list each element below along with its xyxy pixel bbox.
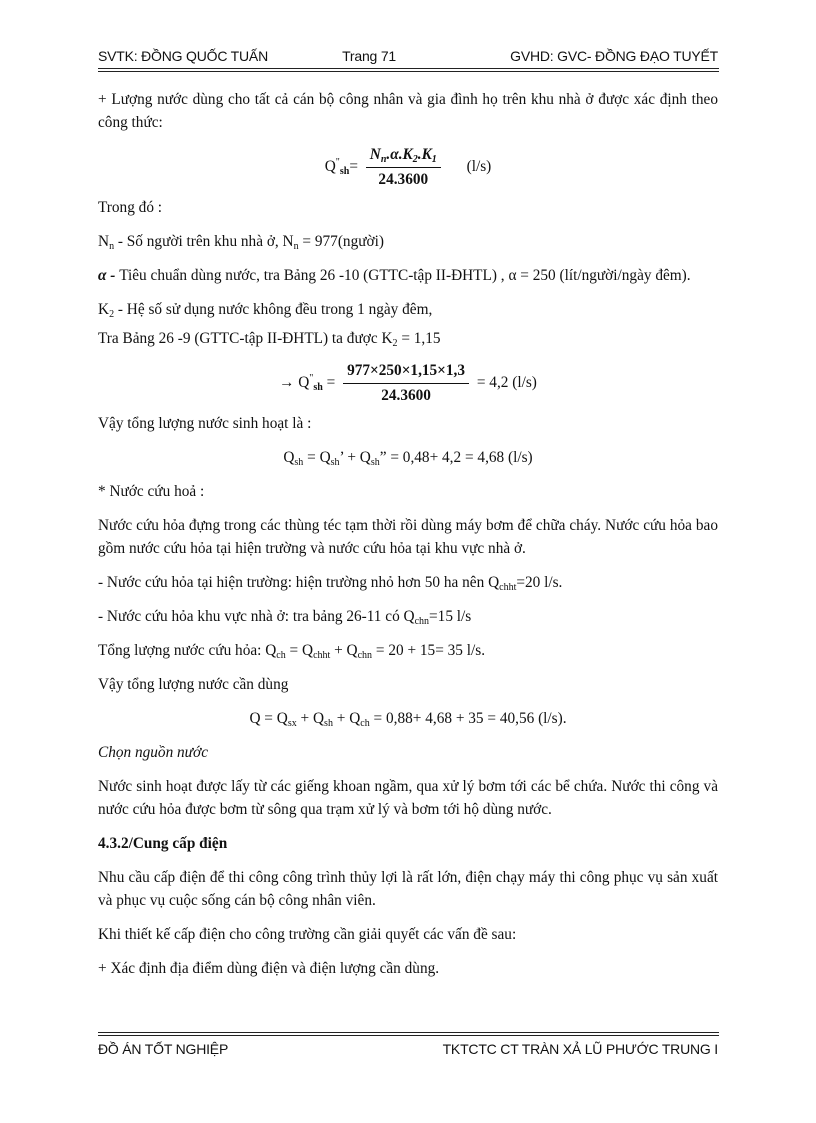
fire-water-total: Tổng lượng nước cứu hỏa: $Q_{ch} = Q_{chht} + Q_{chn} = 20 + 15= 35$ l/s. [98,642,486,661]
paragraph-intro: + Lượng nước dùng cho tất cả cán bộ công nhân và gia đình họ trên khu nhà ở được xác định theo công thức: [98,91,718,131]
water-source-heading: Chọn nguồn nước [98,744,208,761]
where-label: Trong đó : [98,199,163,216]
total-domestic-label: Vậy tổng lượng nước sinh hoạt là : [98,415,312,432]
power-paragraph-1: Nhu cầu cấp điện để thi công công trình thủy lợi là rất lớn, điện chạy máy thi công phục vụ sản xuất và phục vụ cuộc sống cán bộ công nhân viên. [98,869,718,909]
footer-rule [98,1032,719,1036]
water-source-paragraph: Nước sinh hoạt được lấy từ các giếng khoan ngầm, qua xử lý bơm tới các bể chứa. Nước thi công và nước cứu hỏa được bơm từ sông qua trạm xử lý và bơm tới hộ dùng nước. [98,778,718,818]
formula-2: → $Q^"_{sh}$ = $\frac{977\times 250\times 1,15\times 1,3}{24.3600}$ = 4,2 (l/s) [279,362,537,404]
total-water-label: Vậy tổng lượng nước cần dùng [98,676,289,693]
page-body [98,88,718,991]
power-paragraph-2: Khi thiết kế cấp điện cho công trường cần giải quyết các vấn đề sau: [98,926,517,943]
header-page-number: Trang 71 [342,48,397,64]
formula-1-fraction: $\frac{N_n.\alpha.K_2.K_1}{24.3600}$ [366,145,441,190]
footer-project: TKTCTC CT TRÀN XẢ LŨ PHƯỚC TRUNG I [442,1041,718,1057]
fire-water-paragraph: Nước cứu hỏa đựng trong các thùng téc tạm thời rồi dùng máy bơm để chữa cháy. Nước cứu hỏa bao gồm nước cứu hỏa tại hiện trường và nước cứu hỏa tại khu vực nhà ở. [98,517,718,557]
header-supervisor: GVHD: GVC- ĐỒNG ĐẠO TUYẾT [510,48,718,64]
header-student: SVTK: ĐỒNG QUỐC TUẤN [98,48,268,64]
definition-alpha: α - Tiêu chuẩn dùng nước, tra Bảng 26 -10 (GTTC-tập II-ĐHTL) , α = 250 (lít/người/ngày đêm). [98,267,691,284]
fire-water-housing: - Nước cứu hỏa khu vực nhà ở: tra bảng 26-11 có $Q_{chn}=15$ l/s [98,608,472,627]
section-heading-power: 4.3.2/Cung cấp điện [98,835,228,852]
formula-4: $Q = Q_{sx} + Q_{sh} + Q_{ch} = 0,88+ 4,68 + 35 = 40,56$ (l/s). [249,710,567,729]
table-lookup-k2: Tra Bảng 26 -9 (GTTC-tập II-ĐHTL) ta được $K_2 = 1,15$ [98,330,441,349]
page-header [98,48,718,64]
fire-water-title: * Nước cứu hoả : [98,483,205,500]
page-footer [98,1041,718,1057]
formula-3: $Q_{sh} = Q_{sh}$’ + $Q_{sh}$” = 0,48+ 4,2 = 4,68 (l/s) [283,449,533,468]
power-paragraph-3: + Xác định địa điểm dùng điện và điện lượng cần dùng. [98,960,440,977]
formula-1: $Q^"_{sh}=$ $\frac{N_n.\alpha.K_2.K_1}{24.3600}$ (l/s) [324,146,492,188]
header-rule [98,68,719,72]
footer-title: ĐỒ ÁN TỐT NGHIỆP [98,1041,229,1057]
definition-k2: $K_2$ - Hệ số sử dụng nước không đều trong 1 ngày đêm, [98,301,433,320]
fire-water-site: - Nước cứu hỏa tại hiện trường: hiện trường nhỏ hơn 50 ha nên $Q_{chht}=20$ l/s. [98,574,563,593]
formula-2-fraction: $\frac{977\times 250\times 1,15\times 1,3}{24.3600}$ [343,361,469,406]
definition-nn: $N_n$ - Số người trên khu nhà ở, $N_n$ = 977(người) [98,233,384,252]
